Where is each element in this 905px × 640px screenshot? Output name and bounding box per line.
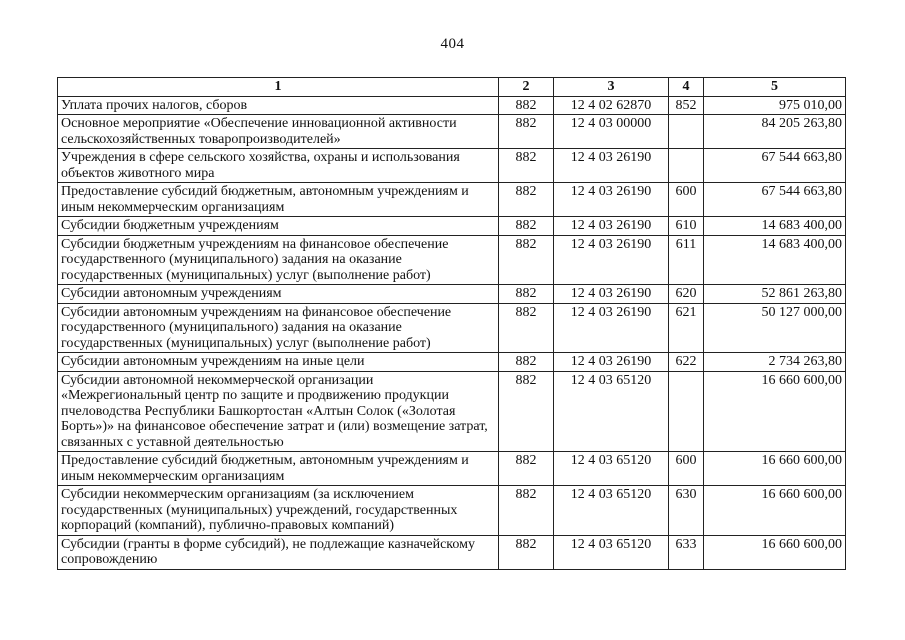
row-amount-cell: 14 683 400,00 [704,217,846,236]
row-name-cell: Субсидии бюджетным учреждениям на финансовое обеспечение государственного (муниципального) задания на оказание государственных (муниципальных) услуг (выполнение работ) [58,235,499,285]
row-code-cell: 882 [499,285,554,304]
row-code-cell: 882 [499,115,554,149]
row-type-cell: 600 [669,452,704,486]
row-name-cell: Субсидии (гранты в форме субсидий), не подлежащие казначейскому сопровождению [58,535,499,569]
table-row [58,235,846,285]
row-code-cell: 882 [499,96,554,115]
row-name-cell: Основное мероприятие «Обеспечение инновационной активности сельскохозяйственных товаропроизводителей» [58,115,499,149]
row-amount-cell: 16 660 600,00 [704,486,846,536]
row-article-cell: 12 4 03 26190 [554,353,669,372]
row-code-cell: 882 [499,353,554,372]
row-article-cell: 12 4 03 65120 [554,535,669,569]
row-name-cell: Субсидии бюджетным учреждениям [58,217,499,236]
row-type-cell: 610 [669,217,704,236]
row-amount-cell: 50 127 000,00 [704,303,846,353]
table-row [58,303,846,353]
row-type-cell: 630 [669,486,704,536]
row-article-cell: 12 4 03 65120 [554,486,669,536]
row-type-cell: 622 [669,353,704,372]
table-header-row [58,78,846,97]
row-name-cell: Субсидии автономным учреждениям на финансовое обеспечение государственного (муниципального) задания на оказание государственных (муниципальных) услуг (выполнение работ) [58,303,499,353]
page-number: 404 [440,36,465,52]
table-row [58,535,846,569]
row-type-cell [669,371,704,452]
row-article-cell: 12 4 03 65120 [554,452,669,486]
row-amount-cell: 67 544 663,80 [704,149,846,183]
row-name-cell: Субсидии автономным учреждениям на иные цели [58,353,499,372]
row-article-cell: 12 4 03 26190 [554,235,669,285]
table-row [58,115,846,149]
row-type-cell: 633 [669,535,704,569]
row-code-cell: 882 [499,535,554,569]
row-name-cell: Субсидии некоммерческим организациям (за исключением государственных (муниципальных) учреждений, государственных корпораций (компаний), публично-правовых компаний) [58,486,499,536]
table-row [58,149,846,183]
row-amount-cell: 16 660 600,00 [704,371,846,452]
row-article-cell: 12 4 03 65120 [554,371,669,452]
row-name-cell: Предоставление субсидий бюджетным, автономным учреждениям и иным некоммерческим организациям [58,183,499,217]
row-amount-cell: 52 861 263,80 [704,285,846,304]
table-row [58,96,846,115]
table-row [58,486,846,536]
row-code-cell: 882 [499,217,554,236]
row-article-cell: 12 4 03 26190 [554,303,669,353]
table-row [58,452,846,486]
row-code-cell: 882 [499,235,554,285]
row-amount-cell: 14 683 400,00 [704,235,846,285]
row-name-cell: Предоставление субсидий бюджетным, автономным учреждениям и иным некоммерческим организациям [58,452,499,486]
row-type-cell: 600 [669,183,704,217]
table-row [58,285,846,304]
header-col-3: 3 [554,78,669,97]
row-article-cell: 12 4 02 62870 [554,96,669,115]
row-name-cell: Уплата прочих налогов, сборов [58,96,499,115]
row-amount-cell: 16 660 600,00 [704,452,846,486]
row-amount-cell: 2 734 263,80 [704,353,846,372]
row-type-cell: 852 [669,96,704,115]
row-amount-cell: 16 660 600,00 [704,535,846,569]
row-type-cell: 611 [669,235,704,285]
row-type-cell: 620 [669,285,704,304]
budget-table [57,77,846,570]
row-article-cell: 12 4 03 26190 [554,217,669,236]
row-article-cell: 12 4 03 26190 [554,149,669,183]
header-col-1: 1 [58,78,499,97]
row-amount-cell: 975 010,00 [704,96,846,115]
table-row [58,353,846,372]
row-amount-cell: 67 544 663,80 [704,183,846,217]
row-type-cell: 621 [669,303,704,353]
row-name-cell: Субсидии автономной некоммерческой организации «Межрегиональный центр по защите и продвижению продукции пчеловодства Республики Башкортостан «Алтын Солок («Золотая Борть»)» на финансовое обеспечение затрат и (или) возмещение затрат, связанных с уставной деятельностью [58,371,499,452]
table-row [58,217,846,236]
table-row [58,183,846,217]
row-type-cell [669,115,704,149]
header-col-5: 5 [704,78,846,97]
row-code-cell: 882 [499,452,554,486]
row-article-cell: 12 4 03 26190 [554,183,669,217]
row-article-cell: 12 4 03 00000 [554,115,669,149]
row-article-cell: 12 4 03 26190 [554,285,669,304]
header-col-4: 4 [669,78,704,97]
row-amount-cell: 84 205 263,80 [704,115,846,149]
row-code-cell: 882 [499,486,554,536]
row-code-cell: 882 [499,183,554,217]
header-col-2: 2 [499,78,554,97]
table-row [58,371,846,452]
row-code-cell: 882 [499,371,554,452]
row-name-cell: Субсидии автономным учреждениям [58,285,499,304]
row-code-cell: 882 [499,303,554,353]
row-name-cell: Учреждения в сфере сельского хозяйства, охраны и использования объектов животного мира [58,149,499,183]
row-type-cell [669,149,704,183]
row-code-cell: 882 [499,149,554,183]
